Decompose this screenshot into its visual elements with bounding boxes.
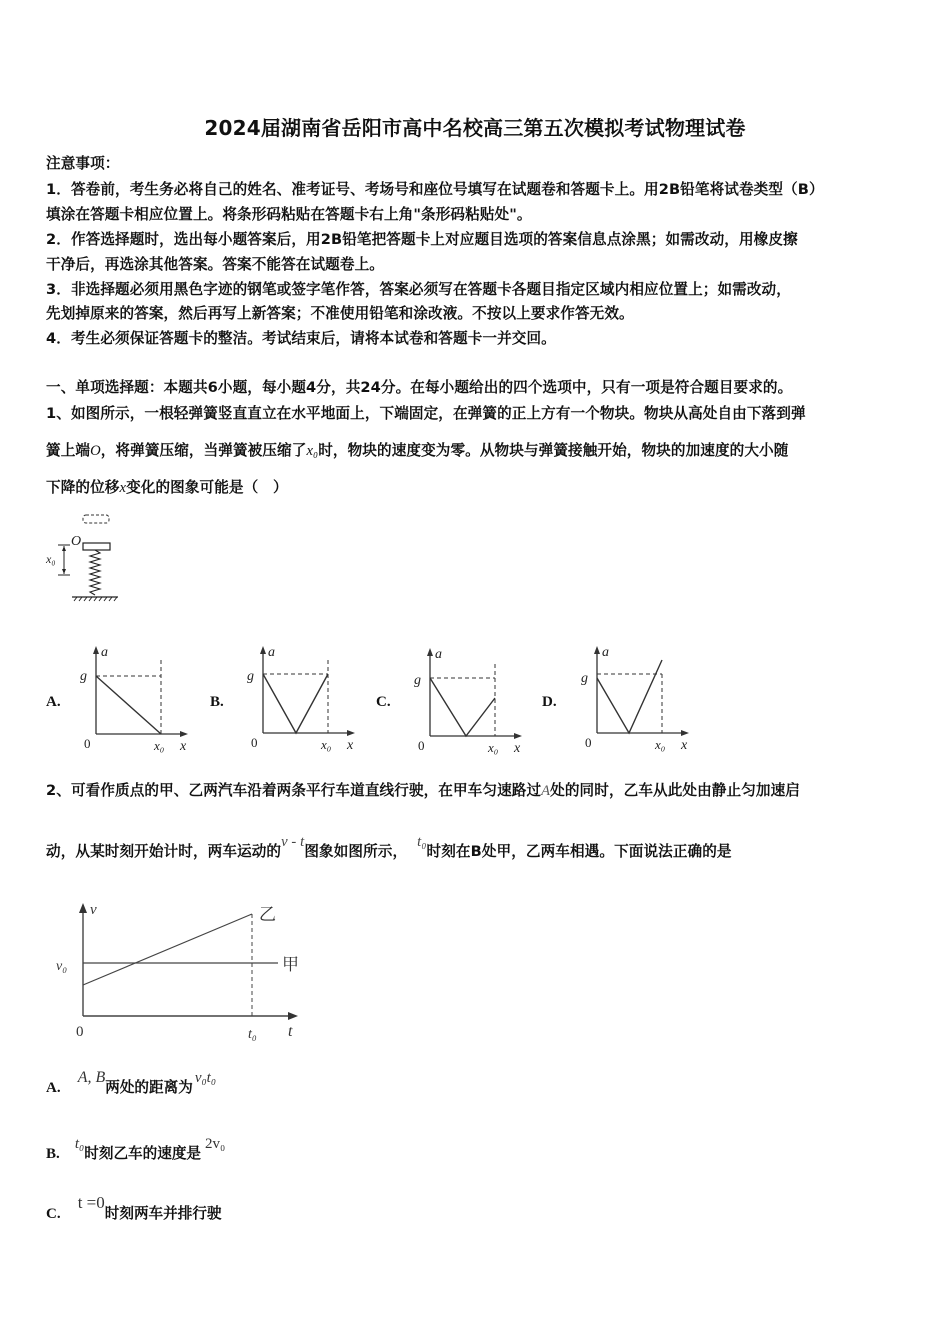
q2-stem-line2: 动，从某时刻开始计时，两车运动的v - t图象如图所示，t₀时刻在B处甲，乙两车相遇。下面说法正确的是 (46, 834, 732, 860)
q2-option-a[interactable]: A. A, B两处的距离为v₀t₀ (46, 1069, 217, 1096)
spring-figure (40, 505, 140, 605)
q2-stem-line1: 2、可看作质点的甲、乙两汽车沿着两条平行车道直线行驶，在甲车匀速路过A处的同时，乙车从此处由静止匀加速启 (46, 782, 800, 799)
q2-option-c[interactable]: C. t =0时刻两车并排行驶 (46, 1193, 222, 1222)
svg-text:0: 0 (76, 1024, 84, 1040)
svg-text:乙: 乙 (259, 905, 276, 925)
q1-option-b-label[interactable]: B. (210, 694, 224, 710)
notice-line: 4．考生必须保证答题卡的整洁。考试结束后，请将本试卷和答题卡一并交回。 (46, 330, 556, 347)
svg-text:x: x (180, 739, 187, 754)
notice-line: 1．答卷前，考生务必将自己的姓名、准考证号、考场号和座位号填写在试题卷和答题卡上。用2B铅笔将试卷类型（B） (46, 181, 824, 198)
svg-text:g: g (581, 671, 588, 686)
q1-option-c-label[interactable]: C. (376, 694, 391, 710)
notice-line: 2．作答选择题时，选出每小题答案后，用2B铅笔把答题卡上对应题目选项的答案信息点涂黑；如需改动，用橡皮擦 (46, 231, 798, 248)
svg-text:0: 0 (418, 738, 425, 753)
svg-text:x: x (347, 738, 354, 753)
svg-text:v: v (90, 902, 97, 918)
q1-option-a-label[interactable]: A. (46, 694, 61, 710)
svg-text:a: a (268, 645, 275, 660)
q1-option-c-graph (410, 640, 530, 760)
svg-text:0: 0 (585, 735, 592, 750)
svg-text:x₀: x₀ (655, 737, 666, 752)
svg-text:x₀: x₀ (488, 740, 499, 755)
var-vt: v - t (281, 834, 305, 850)
q1-option-d-graph (577, 640, 697, 760)
q1-option-b-graph (243, 640, 363, 760)
svg-text:x: x (514, 741, 521, 756)
section-heading: 一、单项选择题：本题共6小题，每小题4分，共24分。在每小题给出的四个选项中，只有一项是符合题目要求的。 (46, 379, 793, 396)
notice-heading: 注意事项： (46, 155, 120, 172)
notice-line: 填涂在答题卡相应位置上。将条形码粘贴在答题卡右上角"条形码粘贴处"。 (46, 206, 532, 223)
svg-text:x: x (681, 738, 688, 753)
notice-line: 3．非选择题必须用黑色字迹的钢笔或签字笔作答，答案必须写在答题卡各题目指定区域内相应位置上；如需改动， (46, 281, 791, 298)
var-x0: x₀ (306, 443, 319, 459)
svg-text:0: 0 (84, 736, 91, 751)
svg-text:0: 0 (251, 735, 258, 750)
svg-text:a: a (101, 645, 108, 660)
svg-text:x₀: x₀ (154, 738, 165, 753)
q2-vt-graph (40, 890, 320, 1050)
svg-text:t₀: t₀ (248, 1027, 257, 1042)
q1-stem-line1: 1、如图所示，一根轻弹簧竖直直立在水平地面上，下端固定，在弹簧的正上方有一个物块。物块从高处自由下落到弹 (46, 405, 806, 422)
origin-label: O (71, 534, 82, 549)
svg-text:v₀: v₀ (56, 959, 68, 974)
x0-label: x₀ (46, 552, 56, 566)
q1-stem-line2: 簧上端O，将弹簧压缩，当弹簧被压缩了x₀时，物块的速度变为零。从物块与弹簧接触开始，物块的加速度的大小随 (46, 442, 789, 459)
svg-text:a: a (435, 647, 442, 662)
svg-text:g: g (414, 673, 421, 688)
var-O: O (90, 443, 101, 459)
notice-line: 先划掉原来的答案，然后再写上新答案；不准使用铅笔和涂改液。不按以上要求作答无效。 (46, 305, 634, 322)
svg-text:a: a (602, 645, 609, 660)
svg-text:t: t (288, 1023, 293, 1040)
svg-text:g: g (80, 669, 87, 684)
var-x: x (119, 480, 127, 496)
svg-text:x₀: x₀ (321, 737, 332, 752)
svg-text:g: g (247, 669, 254, 684)
q2-option-b[interactable]: B. t₀时刻乙车的速度是2v₀ (46, 1136, 226, 1162)
svg-text:甲: 甲 (282, 955, 299, 975)
q1-option-d-label[interactable]: D. (542, 694, 557, 710)
q1-option-a-graph (76, 640, 196, 760)
page-title: 2024届湖南省岳阳市高中名校高三第五次模拟考试物理试卷 (204, 116, 746, 140)
var-A: A (541, 783, 551, 799)
q1-stem-line3: 下降的位移x变化的图象可能是（ ） (46, 479, 288, 496)
var-t0: t₀ (417, 834, 427, 850)
notice-line: 干净后，再选涂其他答案。答案不能答在试题卷上。 (46, 256, 384, 273)
